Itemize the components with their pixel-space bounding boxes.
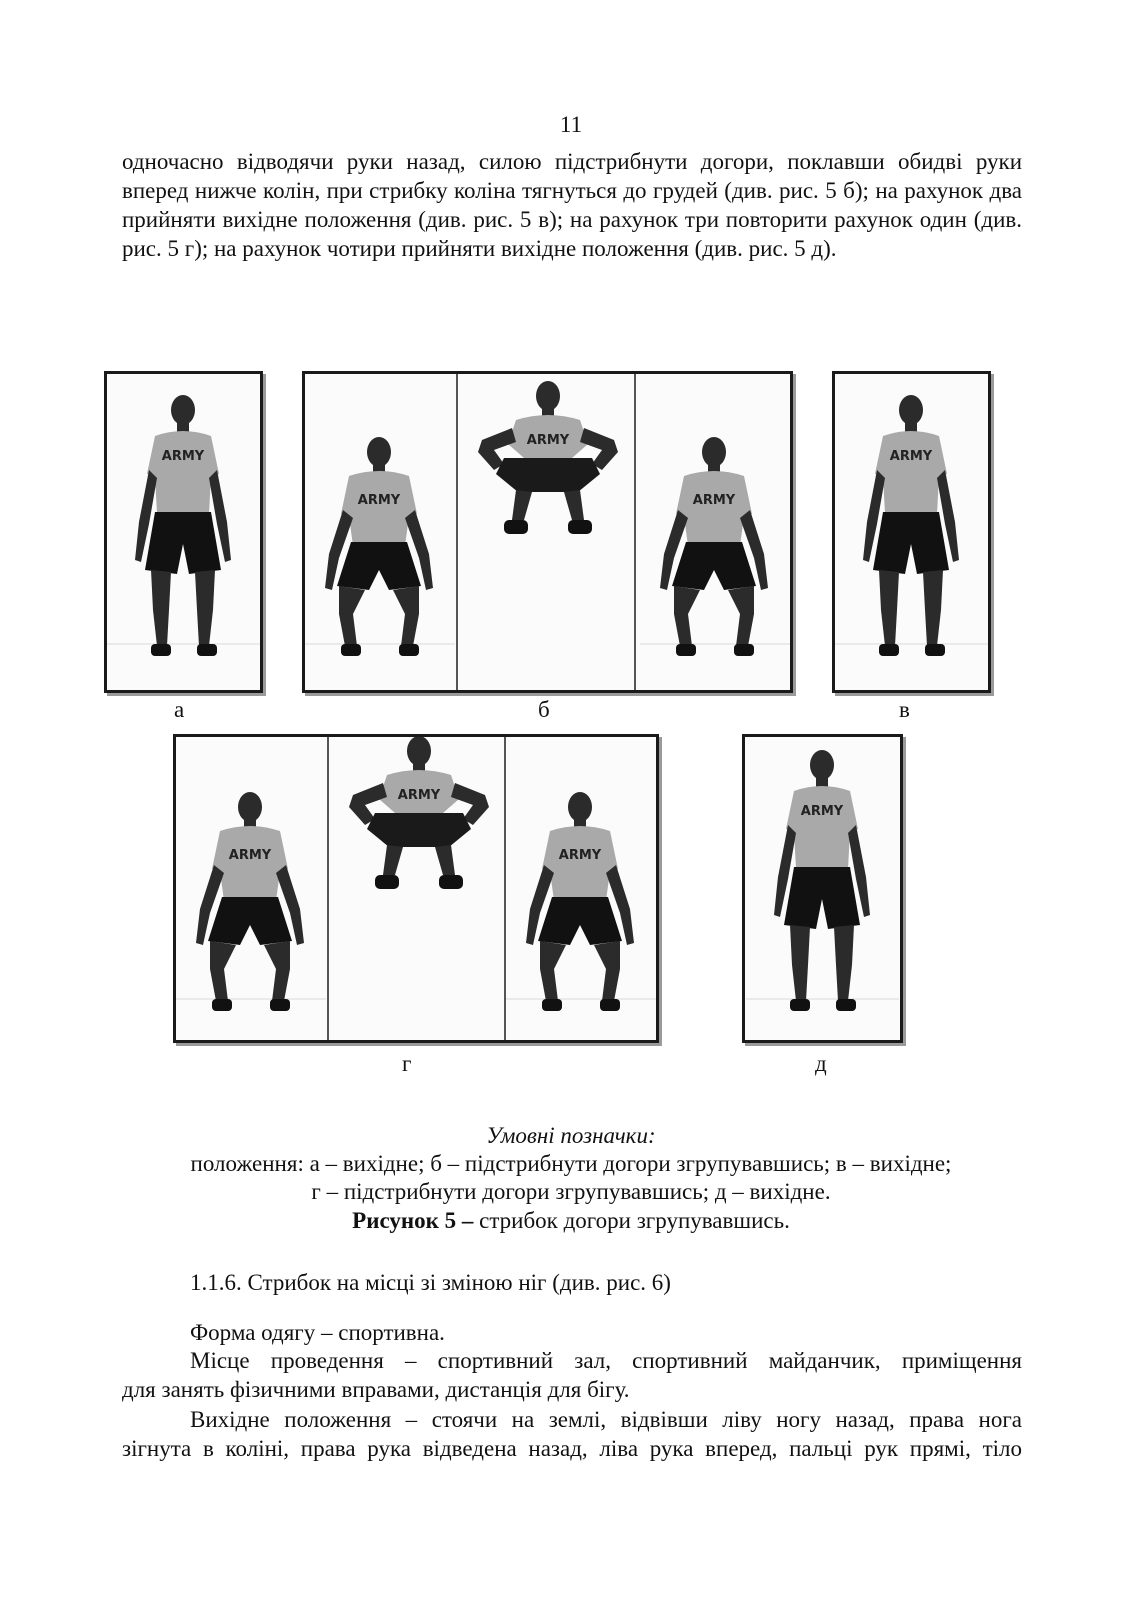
standing-figure — [745, 737, 900, 1040]
body-line: Вихідне положення – стоячи на землі, відвівши ліву ногу назад, права нога — [190, 1407, 1022, 1432]
figure-caption-number: Рисунок 5 – — [352, 1208, 474, 1233]
jump-sequence-figure — [305, 374, 790, 690]
body-line: для занять фізичними вправами, дистанція для бігу. — [122, 1377, 630, 1402]
figure-panel-b — [302, 371, 793, 693]
legend-line-1: положення: а – вихідне; б – підстрибнути догори згрупувавшись; в – вихідне; — [190, 1151, 952, 1176]
figure-caption — [0, 1207, 1142, 1235]
standing-figure — [835, 374, 988, 690]
panel-label-b: б — [538, 697, 550, 722]
panel-label-g: г — [402, 1051, 412, 1076]
figure-panel-v — [832, 371, 991, 693]
legend-line-2: г – підстрибнути догори згрупувавшись; д – вихідне. — [311, 1179, 831, 1204]
figure-caption-text: стрибок догори згрупувавшись. — [473, 1208, 790, 1233]
body-line: Форма одягу – спортивна. — [190, 1320, 445, 1345]
panel-label-a: а — [174, 697, 185, 722]
section-heading: 1.1.6. Стрибок на місці зі зміною ніг (див. рис. 6) — [190, 1270, 671, 1295]
legend-title: Умовні позначки: — [486, 1123, 656, 1148]
standing-figure — [107, 374, 260, 690]
panel-label-d: д — [815, 1051, 827, 1076]
intro-paragraph: одночасно відводячи руки назад, силою підстрибнути догори, поклавши обидві руки вперед нижче колін, при стрибку коліна тягнуться до грудей (див. рис. 5 б); на рахунок два прийняти вихідне положення (див. рис. 5 в); на рахунок три повторити рахунок один (див. рис. 5 г); на рахунок чотири прийняти вихідне положення (див. рис. 5 д). — [122, 149, 1022, 261]
figure-panel-d — [742, 734, 903, 1043]
panel-label-v: в — [899, 697, 910, 722]
jump-sequence-figure — [176, 737, 656, 1040]
page-number: 11 — [559, 112, 583, 137]
figure-panel-a — [104, 371, 263, 693]
figure-panel-g — [173, 734, 659, 1043]
body-line: Місце проведення – спортивний зал, спортивний майданчик, приміщення — [190, 1348, 1022, 1373]
body-line: зігнута в коліні, права рука відведена назад, ліва рука вперед, пальці рук прямі, тіло — [122, 1436, 1022, 1461]
